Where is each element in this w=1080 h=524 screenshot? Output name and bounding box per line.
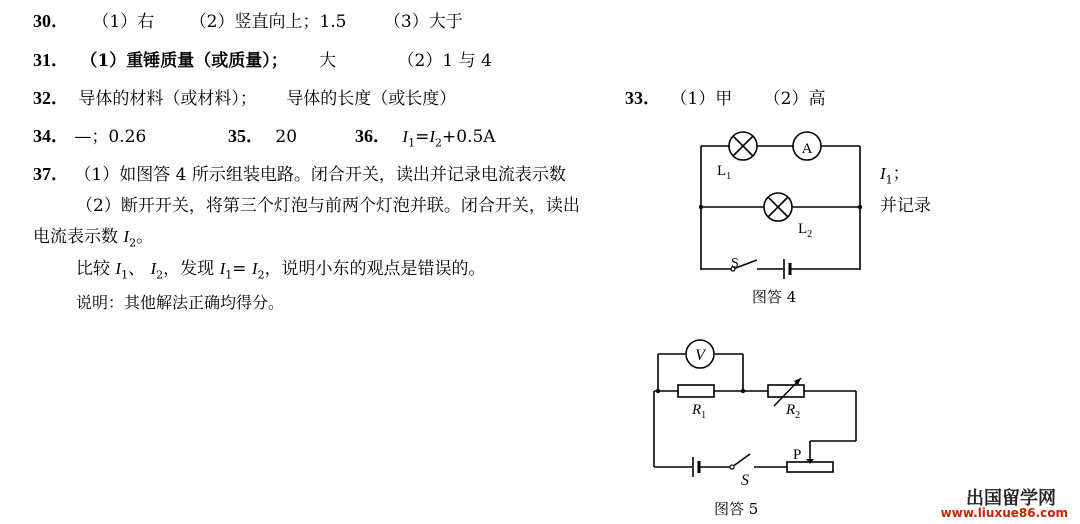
question-number: 30． <box>33 11 69 31</box>
answer-part-2: （2）高 <box>763 89 826 109</box>
answer-part-1: （1）甲 <box>670 89 733 109</box>
answer-text: 20 <box>275 127 298 147</box>
question-number: 31． <box>33 50 69 70</box>
watermark-logo-text: 出国留学网 <box>966 488 1056 509</box>
answer-part-2: （2）竖直向上；1.5 <box>189 12 347 32</box>
voltmeter-label: V <box>695 347 705 364</box>
voltmeter-symbol <box>686 340 714 368</box>
question-number: 32． <box>33 88 69 108</box>
current-symbol: I <box>251 259 258 278</box>
answer-35 <box>228 125 297 148</box>
circuit-figure-5 <box>650 338 860 489</box>
watermark-url: www.liuxue86.com <box>940 506 1068 520</box>
lamp-l2-label: $L_2$ <box>798 221 813 240</box>
subscript: 1 <box>885 173 893 187</box>
battery-symbol <box>784 259 790 279</box>
answer-text: 电流表示数 <box>33 227 124 247</box>
lamp-l1-label: $L_1$ <box>717 163 732 182</box>
current-symbol: I <box>115 259 122 278</box>
current-symbol: I <box>402 127 409 146</box>
answer-text: （2）断开开关，将第三个灯泡与前两个灯泡并联。闭合开关，读出 <box>76 196 580 216</box>
equals-sign: = <box>415 127 430 147</box>
answer-text: ，发现 <box>163 259 220 279</box>
question-number: 37． <box>33 164 69 184</box>
subscript: 1 <box>121 268 129 282</box>
answer-32 <box>33 87 456 110</box>
answer-part-3: （3）大于 <box>383 12 463 32</box>
answer-text: 并记录 <box>880 196 931 216</box>
figure-5-caption: 图答 5 <box>714 500 759 518</box>
answer-part-2: 大 <box>319 51 337 71</box>
lamp-l2-symbol <box>764 193 792 221</box>
question-number: 35． <box>228 126 264 146</box>
answer-37-line-1-end <box>880 163 910 191</box>
resistor-r1-label: $R_1$ <box>692 402 707 421</box>
answer-part-2: 导体的长度（或长度） <box>286 89 457 109</box>
answer-37-line-3 <box>33 226 153 254</box>
grading-note: 说明：其他解法正确均得分。 <box>76 293 285 312</box>
answer-34 <box>33 125 146 148</box>
ammeter-symbol <box>793 132 821 160</box>
answer-30 <box>33 10 463 33</box>
question-number: 36． <box>355 126 391 146</box>
subscript: 2 <box>156 268 164 282</box>
answer-part-1: （1）右 <box>92 12 155 32</box>
current-symbol: I <box>219 259 226 278</box>
answer-37-line-2 <box>76 195 580 217</box>
answer-37-line-1 <box>33 163 566 186</box>
punctuation: ； <box>892 164 910 184</box>
answer-text: 、 <box>128 259 151 279</box>
subscript: 2 <box>257 268 265 282</box>
battery-symbol <box>693 457 699 477</box>
current-symbol: I <box>123 227 130 246</box>
lamp-l1-symbol <box>729 132 757 160</box>
circuit-figure-4 <box>695 130 875 270</box>
rheostat-r2-label: $R_2$ <box>786 402 801 421</box>
answer-part-3: （2）1 与 4 <box>397 51 492 71</box>
answer-text: 比较 <box>76 259 116 279</box>
answer-text: （1）如图答 4 所示组装电路。闭合开关，读出并记录电流表示数 <box>74 165 566 185</box>
slider-label: P <box>793 447 802 463</box>
subscript: 1 <box>225 268 233 282</box>
answer-part-1: 导体的材料（或材料）； <box>78 89 257 109</box>
answer-text: ，说明小东的观点是错误的。 <box>264 259 486 279</box>
answer-text: = <box>232 259 252 279</box>
figure-4-caption: 图答 4 <box>752 288 797 306</box>
current-symbol: I <box>429 127 435 146</box>
subscript: 1 <box>408 136 416 150</box>
answer-33 <box>625 87 825 110</box>
switch-label: S <box>741 472 749 489</box>
answer-37-line-4 <box>76 258 486 286</box>
subscript: 2 <box>129 236 137 250</box>
subscript: 2 <box>435 136 442 150</box>
answer-37-line-2-end <box>880 195 931 217</box>
ammeter-label: A <box>801 141 813 157</box>
answer-31 <box>33 49 492 72</box>
answer-rest: +0.5A <box>442 127 496 147</box>
answer-36 <box>355 125 496 154</box>
answer-text: —；0.26 <box>74 127 147 147</box>
question-number: 34． <box>33 126 69 146</box>
answer-part-1: （1）重锤质量（或质量）； <box>80 51 288 71</box>
question-number: 33． <box>625 88 661 108</box>
current-symbol: I <box>880 164 886 183</box>
resistor-r1-symbol <box>678 385 714 397</box>
switch-label: S <box>731 256 739 271</box>
current-symbol: I <box>150 259 157 278</box>
punctuation: 。 <box>136 227 154 247</box>
